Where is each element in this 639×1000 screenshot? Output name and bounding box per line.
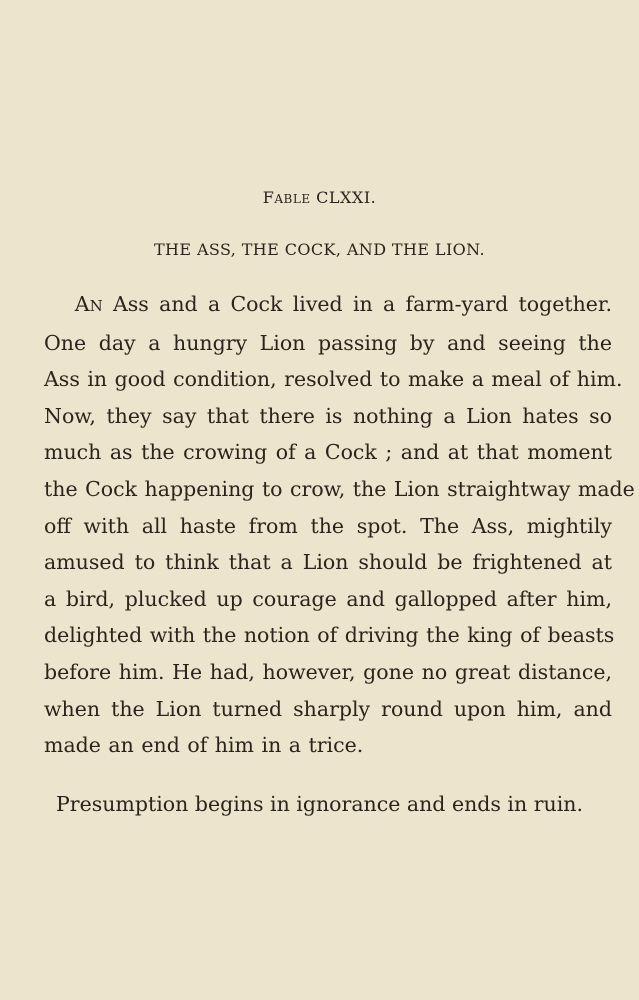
fable-number-smallcaps: ABLE xyxy=(274,192,311,206)
fable-opening-initial: A xyxy=(74,292,90,316)
fable-line-6: the Cock happening to crow, the Lion straightway made xyxy=(44,476,635,501)
fable-line-5: much as the crowing of a Cock ; and at that moment xyxy=(44,440,612,465)
fable-line-10: delighted with the notion of driving the king of beasts xyxy=(44,623,615,648)
fable-line-1 xyxy=(44,286,612,325)
fable-line-4: Now, they say that there is nothing a Lion hates so xyxy=(44,403,612,428)
fable-line-8: amused to think that a Lion should be frightened at xyxy=(44,550,612,575)
fable-body xyxy=(44,286,635,764)
fable-line-3: Ass in good condition, resolved to make a meal of him. xyxy=(44,367,623,392)
fable-opening-smallcaps: N xyxy=(89,297,103,315)
fable-line-1-text: Ass and a Cock lived in a farm-yard together. xyxy=(102,292,612,316)
fable-number-initial: F xyxy=(262,188,275,207)
fable-line-12: when the Lion turned sharply round upon him, and xyxy=(44,696,612,721)
fable-line-7: off with all haste from the spot. The Ass, mightily xyxy=(44,513,612,538)
fable-title: THE ASS, THE COCK, AND THE LION. xyxy=(153,240,486,259)
fable-number-roman: CLXXI. xyxy=(316,188,377,207)
fable-line-11: before him. He had, however, gone no great distance, xyxy=(44,659,612,684)
fable-moral: Presumption begins in ignorance and ends in ruin. xyxy=(55,792,583,816)
fable-line-9: a bird, plucked up courage and gallopped after him, xyxy=(44,586,612,611)
fable-line-13: made an end of him in a trice. xyxy=(44,733,364,758)
fable-line-2: One day a hungry Lion passing by and seeing the xyxy=(44,330,612,355)
fable-number xyxy=(0,188,639,207)
